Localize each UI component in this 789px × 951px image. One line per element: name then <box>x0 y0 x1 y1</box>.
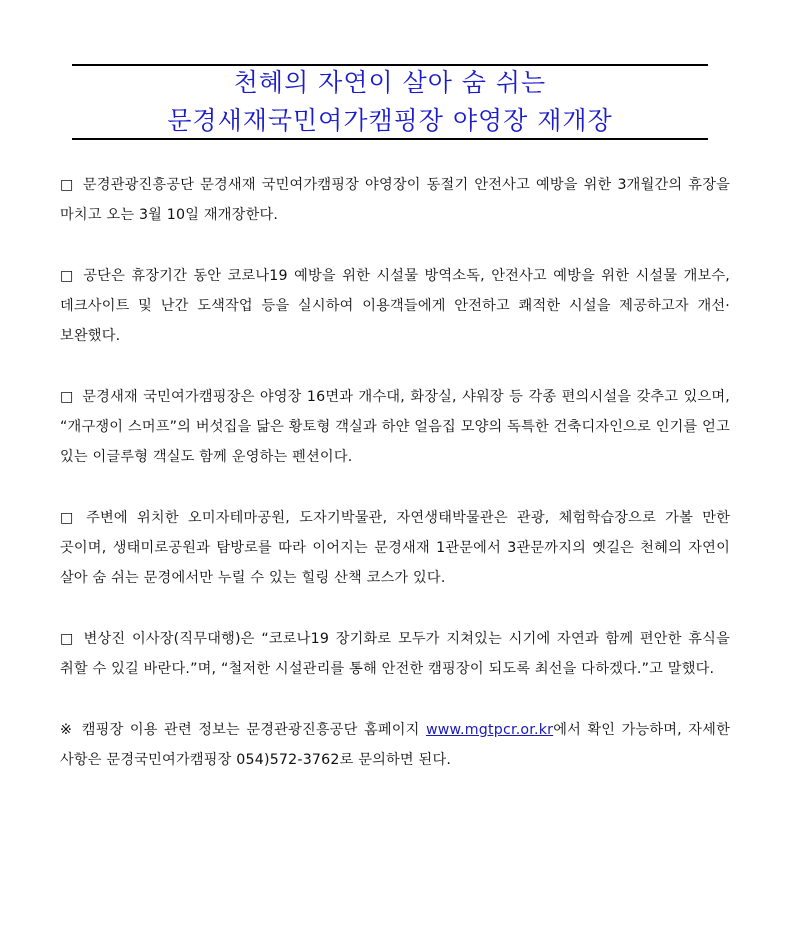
homepage-link[interactable]: www.mgtpcr.or.kr <box>425 722 554 738</box>
paragraph-note <box>60 715 730 775</box>
note-text-before: 캠핑장 이용 관련 정보는 문경관광진흥공단 홈페이지 <box>81 722 426 738</box>
paragraph-maintenance <box>60 261 730 351</box>
paragraph-text: 문경관광진흥공단 문경새재 국민여가캠핑장 야영장이 동절기 안전사고 예방을 위한 3개월간의 휴장을 마치고 오는 3월 10일 재개장한다. <box>60 177 730 223</box>
reference-mark-icon: ※ <box>60 722 74 738</box>
checkbox-bullet-icon: □ <box>60 510 79 526</box>
paragraph-text: 문경새재 국민여가캠핑장은 야영장 16면과 개수대, 화장실, 샤워장 등 각종 편의시설을 갖추고 있으며, “개구쟁이 스머프”의 버섯집을 닮은 황토형 객실과 하얀 얼음집 모양의 독특한 건축디자인으로 인기를 얻고 있는 이글루형 객실도 함께 운영하는 펜션이다. <box>60 389 730 465</box>
paragraph-quote <box>60 624 730 684</box>
note-text-after: 에서 확인 가능하며, 자세한 사항은 문경국민여가캠핑장 054)572-3762로 문의하면 된다. <box>60 722 730 768</box>
paragraph-text: 변상진 이사장(직무대행)은 “코로나19 장기화로 모두가 지쳐있는 시기에 자연과 함께 편안한 휴식을 취할 수 있길 바란다.”며, “철저한 시설관리를 통해 안전한 캠핑장이 되도록 최선을 다하겠다.”고 말했다. <box>60 631 730 677</box>
checkbox-bullet-icon: □ <box>60 389 75 405</box>
title-line-2: 문경새재국민여가캠핑장 야영장 재개장 <box>167 106 613 135</box>
paragraph-text: 공단은 휴장기간 동안 코로나19 예방을 위한 시설물 방역소독, 안전사고 예방을 위한 시설물 개보수, 데크사이트 및 난간 도색작업 등을 실시하여 이용객들에게 안전하고 쾌적한 시설을 제공하고자 개선·보완했다. <box>60 268 730 344</box>
paragraph-text: 주변에 위치한 오미자테마공원, 도자기박물관, 자연생태박물관은 관광, 체험학습장으로 가볼 만한 곳이며, 생태미로공원과 탐방로를 따라 이어지는 문경새재 1관문에서 3관문까지의 옛길은 천혜의 자연이 살아 숨 쉬는 문경에서만 누릴 수 있는 힐링 산책 코스가 있다. <box>60 510 730 586</box>
paragraph-surroundings <box>60 503 730 593</box>
checkbox-bullet-icon: □ <box>60 631 76 647</box>
checkbox-bullet-icon: □ <box>60 268 76 284</box>
paragraph-facilities <box>60 382 730 472</box>
title-line-1: 천혜의 자연이 살아 숨 쉬는 <box>233 68 547 97</box>
title-bottom-rule <box>72 138 708 140</box>
document-body <box>60 170 730 806</box>
paragraph-reopening <box>60 170 730 230</box>
checkbox-bullet-icon: □ <box>60 177 75 193</box>
